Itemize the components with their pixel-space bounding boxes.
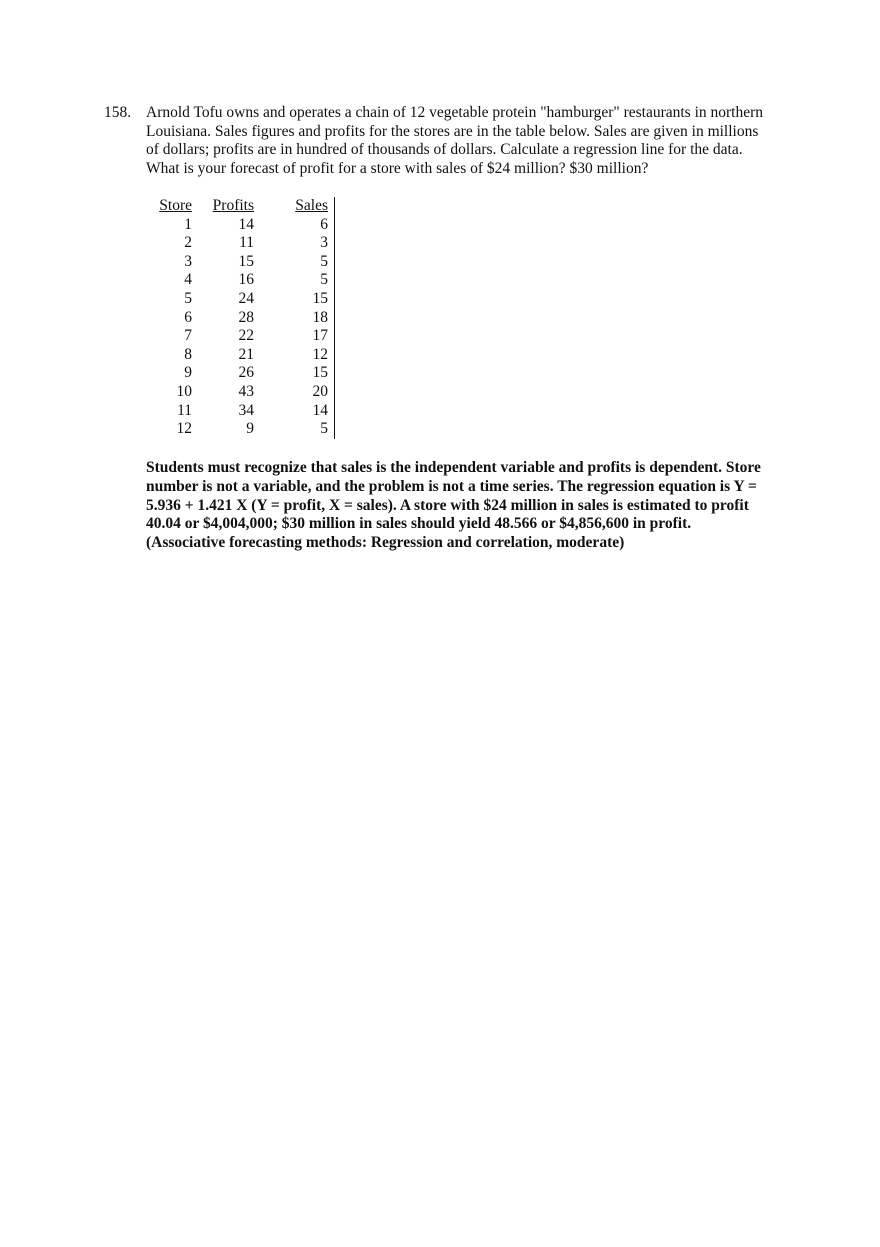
- store-cell: 2: [184, 234, 192, 252]
- table-row: [150, 346, 335, 365]
- store-cell: 6: [184, 308, 192, 326]
- table-row: [150, 234, 335, 253]
- question-line: of dollars; profits are in hundred of thousands of dollars. Calculate a regression line for the data.: [146, 141, 743, 159]
- profits-cell: 16: [238, 271, 254, 289]
- table-row: [150, 364, 335, 383]
- profits-cell: 26: [238, 364, 254, 382]
- question-number: 158.: [104, 104, 132, 121]
- sales-cell: 12: [312, 345, 328, 363]
- sales-cell: 18: [312, 308, 328, 326]
- table-row: [150, 290, 335, 309]
- profits-cell: 43: [238, 382, 254, 400]
- store-cell: 10: [176, 382, 192, 400]
- table-row: [150, 271, 335, 290]
- profits-cell: 22: [238, 327, 254, 345]
- store-cell: 4: [184, 271, 192, 289]
- answer-line: (Associative forecasting methods: Regression and correlation, moderate): [146, 534, 625, 552]
- answer-line: number is not a variable, and the problem is not a time series. The regression equation is Y =: [146, 477, 757, 495]
- profits-cell: 14: [238, 215, 254, 233]
- header-store: Store: [159, 197, 192, 214]
- store-data-table: [150, 197, 335, 439]
- question-line: What is your forecast of profit for a store with sales of $24 million? $30 million?: [146, 159, 649, 177]
- profits-cell: 11: [239, 234, 254, 252]
- sales-cell: 17: [312, 327, 328, 345]
- table-row: [150, 383, 335, 402]
- sales-cell: 20: [312, 382, 328, 400]
- sales-cell: 3: [320, 234, 328, 252]
- sales-cell: 5: [320, 271, 328, 289]
- header-sales: Sales: [295, 197, 328, 214]
- answer-line: Students must recognize that sales is the independent variable and profits is dependent. Store: [146, 459, 761, 476]
- answer-block: [146, 459, 786, 553]
- profits-cell: 15: [238, 252, 254, 270]
- table-row: [150, 216, 335, 235]
- profits-cell: 34: [238, 401, 254, 419]
- question-line: Arnold Tofu owns and operates a chain of 12 vegetable protein "hamburger" restaurants in northern: [146, 104, 764, 121]
- table-row: [150, 402, 335, 421]
- header-profits: Profits: [212, 197, 254, 214]
- store-cell: 5: [184, 289, 192, 307]
- store-cell: 1: [184, 215, 192, 233]
- table-row: [150, 253, 335, 272]
- store-cell: 8: [184, 345, 192, 363]
- table-row: [150, 327, 335, 346]
- profits-cell: 9: [246, 420, 254, 438]
- question-text: [146, 104, 786, 178]
- answer-line: 5.936 + 1.421 X (Y = profit, X = sales). A store with $24 million in sales is estimated to profit: [146, 496, 749, 514]
- table-header-row: [150, 197, 335, 216]
- profits-cell: 28: [238, 308, 254, 326]
- profits-cell: 21: [238, 345, 254, 363]
- question-line: Louisiana. Sales figures and profits for the stores are in the table below. Sales are given in millions: [146, 122, 759, 140]
- store-cell: 9: [184, 364, 192, 382]
- sales-cell: 5: [320, 420, 328, 438]
- table-row: [150, 309, 335, 328]
- sales-cell: 14: [312, 401, 328, 419]
- sales-cell: 5: [320, 252, 328, 270]
- profits-cell: 24: [238, 289, 254, 307]
- answer-line: 40.04 or $4,004,000; $30 million in sales should yield 48.566 or $4,856,600 in profit.: [146, 515, 692, 533]
- sales-cell: 15: [312, 289, 328, 307]
- table-row: [150, 420, 335, 439]
- store-cell: 12: [176, 420, 192, 438]
- store-cell: 7: [184, 327, 192, 345]
- store-cell: 3: [184, 252, 192, 270]
- sales-cell: 6: [320, 215, 328, 233]
- store-cell: 11: [177, 401, 192, 419]
- sales-cell: 15: [312, 364, 328, 382]
